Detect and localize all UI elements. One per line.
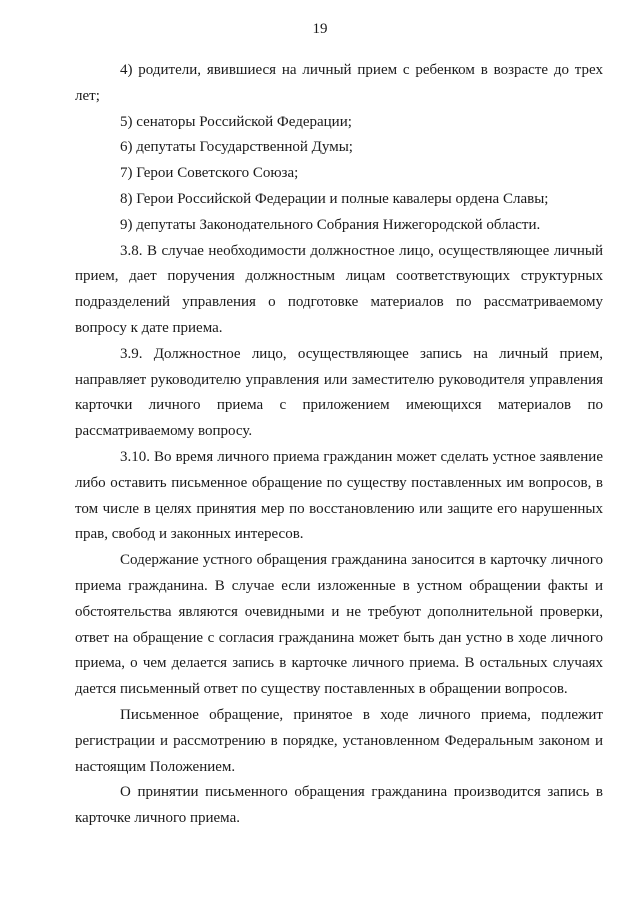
list-item-parents: 4) родители, явившиеся на личный прием с ребенком в возрасте до трех лет; xyxy=(75,62,603,104)
paragraph-3-8: 3.8. В случае необходимости должностное лицо, осуществляющее личный прием, дает поручения должностным лицам соответствующих структурных подразделений управления о подготовке материалов по рассматриваемому вопросу к дате приема. xyxy=(75,242,603,336)
document-body xyxy=(75,58,603,832)
paragraph-acceptance-record: О принятии письменного обращения гражданина производится запись в карточке личного приема. xyxy=(75,784,603,827)
list-item-senators: 5) сенаторы Российской Федерации; xyxy=(120,113,352,130)
list-item-regional-deputies: 9) депутаты Законодательного Собрания Нижегородской области. xyxy=(120,216,541,233)
list-item-heroes-ussr: 7) Герои Советского Союза; xyxy=(120,165,299,182)
paragraph-written-appeal: Письменное обращение, принятое в ходе личного приема, подлежит регистрации и рассмотрению в порядке, установленном Федеральным законом и настоящим Положением. xyxy=(75,706,603,775)
list-item-duma-deputies: 6) депутаты Государственной Думы; xyxy=(120,139,353,156)
paragraph-3-10: 3.10. Во время личного приема гражданин может сделать устное заявление либо оставить письменное обращение по существу поставленных им вопросов, в том числе в целях принятия мер по восстановлению или защите его нарушенных прав, свобод и законных интересов. xyxy=(75,448,603,543)
page-number: 19 xyxy=(312,21,328,37)
paragraph-oral-appeal: Содержание устного обращения гражданина заносится в карточку личного приема гражданина. В случае если изложенные в устном обращении факты и обстоятельства являются очевидными и не требуют дополнительной проверки, ответ на обращение с согласия гражданина может быть дан устно в ходе личного приема, о чем делается запись в карточке личного приема. В остальных случаях дается письменный ответ по существу поставленных в обращении вопросов. xyxy=(75,552,603,698)
paragraph-3-9: 3.9. Должностное лицо, осуществляющее запись на личный прием, направляет руководителю управления или заместителю руководителя управления карточки личного приема с приложением имеющихся материалов по рассматриваемому вопросу. xyxy=(75,345,603,440)
list-item-heroes-rf: 8) Герои Российской Федерации и полные кавалеры ордена Славы; xyxy=(120,190,549,207)
